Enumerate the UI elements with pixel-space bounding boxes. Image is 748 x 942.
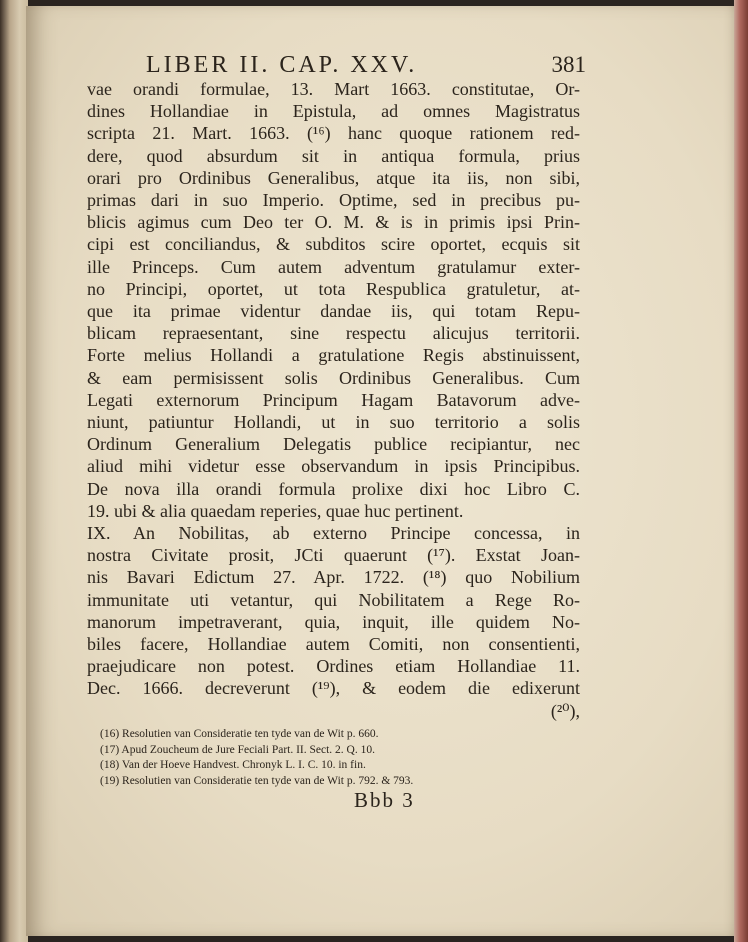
body-text [87, 78, 580, 722]
text-line: immunitate uti vetantur, qui Nobilitatem a Rege Ro- [87, 589, 580, 610]
text-line: ille Princeps. Cum autem adventum gratulamur exter- [87, 256, 580, 277]
text-line: nis Bavari Edictum 27. Apr. 1722. (¹⁸) quo Nobilium [87, 567, 580, 588]
text-line: blicis agimus cum Deo ter O. M. & is in primis ipsi Prin- [87, 212, 580, 233]
text-line: dere, quod absurdum sit in antiqua formula, prius [87, 145, 580, 166]
footnote: (17) Apud Zoucheum de Jure Feciali Part. II. Sect. 2. Q. 10. [100, 743, 375, 756]
text-line: dines Hollandiae in Epistula, ad omnes Magistratus [87, 101, 580, 122]
text-line: Legati externorum Principum Hagam Batavorum adve- [87, 389, 580, 410]
text-line: Ordinum Generalium Delegatis publice recipiantur, nec [87, 434, 580, 455]
text-line: primas dari in suo Imperio. Optime, sed in precibus pu- [87, 190, 580, 211]
page-number: 381 [551, 52, 586, 77]
text-line: praejudicare non potest. Ordines etiam Hollandiae 11. [87, 656, 580, 677]
text-line: IX. An Nobilitas, ab externo Principe concessa, in [87, 523, 580, 544]
text-line: aliud mihi videtur esse observandum in ipsis Principibus. [87, 456, 580, 477]
text-line: nostra Civitate prosit, JCti quaerunt (¹⁷). Exstat Joan- [87, 545, 580, 566]
footnotes [100, 727, 580, 789]
signature-mark: Bbb 3 [354, 788, 415, 812]
text-line: De nova illa orandi formula prolixe dixi hoc Libro C. [87, 478, 580, 499]
text-line: blicam repraesentant, sine respectu alicujus territorii. [87, 323, 580, 344]
running-title: LIBER II. CAP. XXV. [146, 52, 418, 78]
text-line: que ita primae videntur dandae iis, qui totam Repu- [87, 301, 580, 322]
text-line: vae orandi formulae, 13. Mart 1663. constitutae, Or- [87, 79, 580, 99]
footnote: (19) Resolutien van Consideratie ten tyde van de Wit p. 792. & 793. [100, 774, 414, 787]
text-line: scripta 21. Mart. 1663. (¹⁶) hanc quoque rationem red- [87, 123, 580, 144]
text-line: 19. ubi & alia quaedam reperies, quae huc pertinent. [87, 500, 464, 521]
text-line: manorum impetraverant, quia, inquit, ille quidem No- [87, 611, 580, 632]
book-right-edge [734, 0, 748, 942]
text-line: no Principi, oportet, ut tota Respublica gratuletur, at- [87, 278, 580, 299]
text-line: orari pro Ordinibus Generalibus, atque ita iis, non sibi, [87, 167, 580, 188]
running-header [146, 52, 586, 79]
text-line: & eam permisissent solis Ordinibus Generalibus. Cum [87, 367, 580, 388]
text-line: (²⁰), [550, 700, 580, 721]
text-line: niunt, patiuntur Hollandi, ut in suo territorio a solis [87, 412, 580, 433]
text-line: Forte melius Hollandi a gratulatione Regis abstinuissent, [87, 345, 580, 366]
text-line: cipi est conciliandus, & subditos scire oportet, ecquis sit [87, 234, 580, 255]
footnote: (18) Van der Hoeve Handvest. Chronyk L. I. C. 10. in fin. [100, 759, 366, 771]
footnote: (16) Resolutien van Consideratie ten tyde van de Wit p. 660. [100, 728, 379, 740]
book-left-edge [0, 0, 28, 942]
text-line: Dec. 1666. decreverunt (¹⁹), & eodem die edixerunt [87, 678, 580, 699]
text-line: biles facere, Hollandiae autem Comiti, non consentienti, [87, 634, 580, 655]
